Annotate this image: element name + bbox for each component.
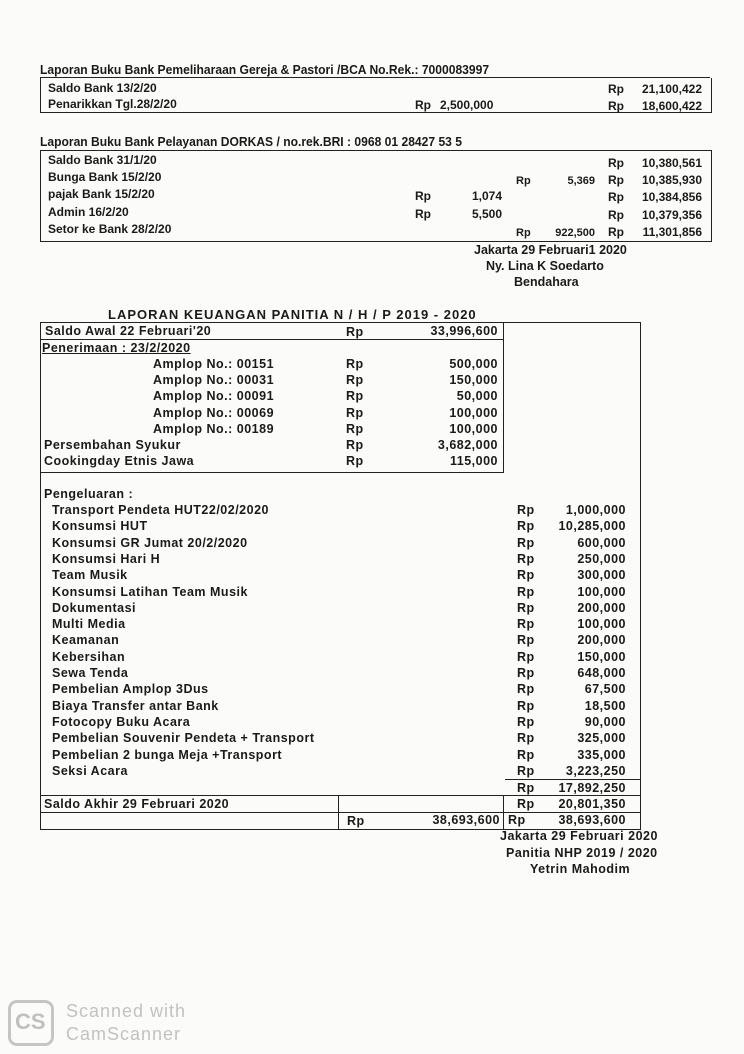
pengeluaran-amount: 325,000 [577, 731, 626, 746]
pengeluaran-amount: 648,000 [577, 666, 626, 680]
pengeluaran-label: Seksi Acara [52, 763, 128, 778]
nhp-left-border [40, 322, 41, 830]
pengeluaran-amount: 100,000 [577, 617, 626, 632]
nhp-right-border [640, 322, 641, 830]
dorkas-row-rp: Rp [608, 156, 624, 170]
penerimaan-rp: Rp [346, 454, 364, 469]
pengeluaran-amount: 250,000 [577, 551, 626, 566]
penerimaan-label: Amplop No.: 00151 [153, 357, 275, 371]
pengeluaran-label: Fotocopy Buku Acara [52, 714, 191, 729]
nhp-saldo-akhir-top [40, 795, 640, 796]
dorkas-row-label: Saldo Bank 31/1/20 [48, 153, 157, 167]
bca-row-mid-amount: 2,500,000 [440, 98, 494, 112]
dorkas-row-rp: Rp [608, 190, 624, 205]
pengeluaran-rp: Rp [517, 519, 535, 534]
penerimaan-amount: 100,000 [449, 405, 498, 420]
camscanner-line1: Scanned with [66, 1001, 187, 1021]
nhp-final-amount-left: 38,693,600 [432, 813, 500, 827]
pengeluaran-amount: 67,500 [584, 682, 626, 697]
pengeluaran-amount: 1,000,000 [565, 503, 626, 517]
pengeluaran-rp: Rp [517, 535, 535, 550]
pengeluaran-amount: 18,500 [584, 698, 626, 713]
pengeluaran-label: Konsumsi Latihan Team Musik [52, 584, 248, 599]
dorkas-row-c1: 1,074 [471, 189, 502, 204]
penerimaan-amount: 500,000 [449, 357, 498, 371]
penerimaan-amount: 115,000 [450, 454, 498, 469]
nhp-final-rp-right: Rp [508, 813, 526, 827]
penerimaan-rp: Rp [346, 405, 364, 420]
pengeluaran-label: Multi Media [52, 617, 126, 632]
pengeluaran-rp: Rp [517, 666, 535, 680]
penerimaan-label: Amplop No.: 00069 [153, 405, 275, 420]
bca-row-amount: 21,100,422 [641, 82, 702, 96]
penerimaan-amount: 3,682,000 [437, 438, 498, 452]
penerimaan-amount: 150,000 [449, 373, 498, 388]
pengeluaran-label: Team Musik [52, 568, 128, 583]
nhp-title-underline [40, 322, 640, 323]
nhp-sign-date: Jakarta 29 Februari 2020 [500, 829, 658, 843]
dorkas-row-rp: Rp [608, 224, 624, 239]
pengeluaran-rp: Rp [517, 682, 535, 697]
nhp-saldo-awal-amount: 33,996,600 [430, 324, 498, 338]
pengeluaran-rp: Rp [517, 568, 535, 583]
dorkas-row-label: Admin 16/2/20 [48, 204, 129, 219]
pengeluaran-rp: Rp [517, 503, 535, 517]
pengeluaran-amount: 600,000 [577, 535, 626, 550]
pengeluaran-rp: Rp [517, 633, 535, 648]
pengeluaran-amount: 90,000 [584, 714, 626, 729]
pengeluaran-rp: Rp [517, 747, 535, 762]
dorkas-sign-name: Ny. Lina K Soedarto [486, 259, 604, 273]
dorkas-row-label: Bunga Bank 15/2/20 [48, 170, 162, 185]
pengeluaran-amount: 200,000 [577, 633, 626, 648]
dorkas-row-c2-rp: Rp [516, 226, 531, 239]
dorkas-row-rp: Rp [608, 207, 624, 222]
bca-row-amount: 18,600,422 [641, 99, 702, 113]
dorkas-row-amount: 10,384,856 [641, 190, 702, 205]
penerimaan-label: Cookingday Etnis Jawa [44, 454, 195, 469]
dorkas-row-c1-rp: Rp [415, 189, 431, 204]
pengeluaran-label: Konsumsi GR Jumat 20/2/2020 [52, 535, 248, 550]
nhp-saldo-akhir-rp: Rp [517, 797, 535, 811]
pengeluaran-amount: 10,285,000 [558, 519, 626, 534]
pengeluaran-amount: 150,000 [577, 649, 626, 664]
nhp-saldo-awal-line [40, 339, 504, 340]
nhp-saldo-akhir-amount: 20,801,350 [558, 797, 626, 811]
dorkas-row-amount: 10,385,930 [641, 173, 702, 188]
dorkas-sign-role: Bendahara [514, 275, 579, 289]
camscanner-line2: CamScanner [66, 1024, 182, 1044]
nhp-saldo-awal-rp: Rp [346, 325, 364, 339]
penerimaan-rp: Rp [346, 421, 364, 436]
bca-row-rp: Rp [608, 99, 624, 113]
bca-row-mid-rp: Rp [415, 98, 431, 112]
bca-title: Laporan Buku Bank Pemeliharaan Gereja & Pastori /BCA No.Rek.: 7000083997 [40, 62, 490, 77]
penerimaan-rp: Rp [346, 357, 364, 371]
camscanner-logo [8, 1000, 54, 1046]
pengeluaran-amount: 3,223,250 [565, 763, 626, 778]
dorkas-row-c1-rp: Rp [415, 206, 431, 221]
pengeluaran-label: Konsumsi Hari H [52, 551, 161, 566]
pengeluaran-rp: Rp [517, 714, 535, 729]
dorkas-row-amount: 11,301,856 [642, 224, 702, 239]
dorkas-row-amount: 10,379,356 [641, 207, 702, 222]
camscanner-logo-text: CS [15, 1009, 46, 1034]
pengeluaran-label: Biaya Transfer antar Bank [52, 698, 219, 713]
dorkas-row-c2: 922,500 [555, 226, 595, 239]
nhp-total-keluar-rp: Rp [517, 781, 535, 795]
pengeluaran-amount: 300,000 [577, 568, 626, 583]
penerimaan-label: Amplop No.: 00189 [153, 421, 275, 436]
dorkas-row-c1: 5,500 [471, 206, 502, 221]
nhp-pengeluaran-label: Pengeluaran : [44, 487, 134, 501]
nhp-mid-border [503, 322, 504, 472]
pengeluaran-label: Sewa Tenda [52, 666, 129, 680]
dorkas-row-c2: 5,369 [567, 175, 595, 188]
dorkas-row-label: Setor ke Bank 28/2/20 [48, 221, 172, 236]
penerimaan-label: Persembahan Syukur [44, 438, 181, 452]
penerimaan-rp: Rp [346, 389, 364, 404]
nhp-penerimaan-label: Penerimaan : 23/2/2020 [42, 341, 191, 355]
penerimaan-rp: Rp [346, 438, 364, 452]
pengeluaran-amount: 335,000 [577, 747, 626, 762]
nhp-title: LAPORAN KEUANGAN PANITIA N / H / P 2019 - 2020 [108, 307, 477, 322]
dorkas-row-rp: Rp [608, 173, 624, 188]
pengeluaran-label: Kebersihan [52, 649, 126, 664]
dorkas-row-amount: 10,380,561 [641, 156, 702, 170]
bca-row-label: Penarikkan Tgl.28/2/20 [48, 97, 177, 111]
bca-row-rp: Rp [608, 82, 624, 96]
nhp-saldo-akhir-label: Saldo Akhir 29 Februari 2020 [44, 797, 230, 811]
bca-row-label: Saldo Bank 13/2/20 [48, 81, 157, 95]
penerimaan-label: Amplop No.: 00031 [153, 373, 275, 388]
penerimaan-label: Amplop No.: 00091 [153, 389, 275, 404]
pengeluaran-label: Transport Pendeta HUT22/02/2020 [52, 503, 269, 517]
pengeluaran-label: Pembelian Souvenir Pendeta + Transport [52, 731, 315, 746]
pengeluaran-rp: Rp [517, 617, 535, 632]
dorkas-title: Laporan Buku Bank Pelayanan DORKAS / no.rek.BRI : 0968 01 28427 53 5 [40, 134, 462, 149]
pengeluaran-rp: Rp [517, 551, 535, 566]
pengeluaran-rp: Rp [517, 763, 535, 778]
dorkas-row-label: pajak Bank 15/2/20 [48, 187, 155, 202]
pengeluaran-label: Keamanan [52, 633, 120, 648]
penerimaan-amount: 50,000 [456, 389, 498, 404]
pengeluaran-label: Konsumsi HUT [52, 519, 148, 534]
dorkas-sign-date: Jakarta 29 Februari1 2020 [474, 243, 627, 257]
nhp-sign-name: Yetrin Mahodim [530, 862, 631, 876]
nhp-final-rp-left: Rp [347, 814, 365, 828]
penerimaan-rp: Rp [346, 373, 364, 388]
penerimaan-amount: 100,000 [449, 421, 498, 436]
pengeluaran-amount: 100,000 [577, 584, 626, 599]
pengeluaran-amount: 200,000 [577, 600, 626, 615]
pengeluaran-rp: Rp [517, 731, 535, 746]
pengeluaran-rp: Rp [517, 649, 535, 664]
pengeluaran-rp: Rp [517, 698, 535, 713]
pengeluaran-label: Pembelian Amplop 3Dus [52, 682, 209, 697]
nhp-penerimaan-bottom [40, 472, 504, 473]
pengeluaran-label: Dokumentasi [52, 600, 136, 615]
nhp-total-keluar-amount: 17,892,250 [558, 781, 626, 795]
nhp-sign-committee: Panitia NHP 2019 / 2020 [506, 846, 658, 860]
dorkas-row-c2-rp: Rp [516, 175, 531, 188]
nhp-final-amount-right: 38,693,600 [558, 813, 626, 827]
pengeluaran-label: Pembelian 2 bunga Meja +Transport [52, 747, 283, 762]
nhp-saldo-awal-label: Saldo Awal 22 Februari'20 [45, 324, 212, 338]
pengeluaran-rp: Rp [517, 584, 535, 599]
nhp-total-line [505, 779, 640, 780]
pengeluaran-rp: Rp [517, 600, 535, 615]
